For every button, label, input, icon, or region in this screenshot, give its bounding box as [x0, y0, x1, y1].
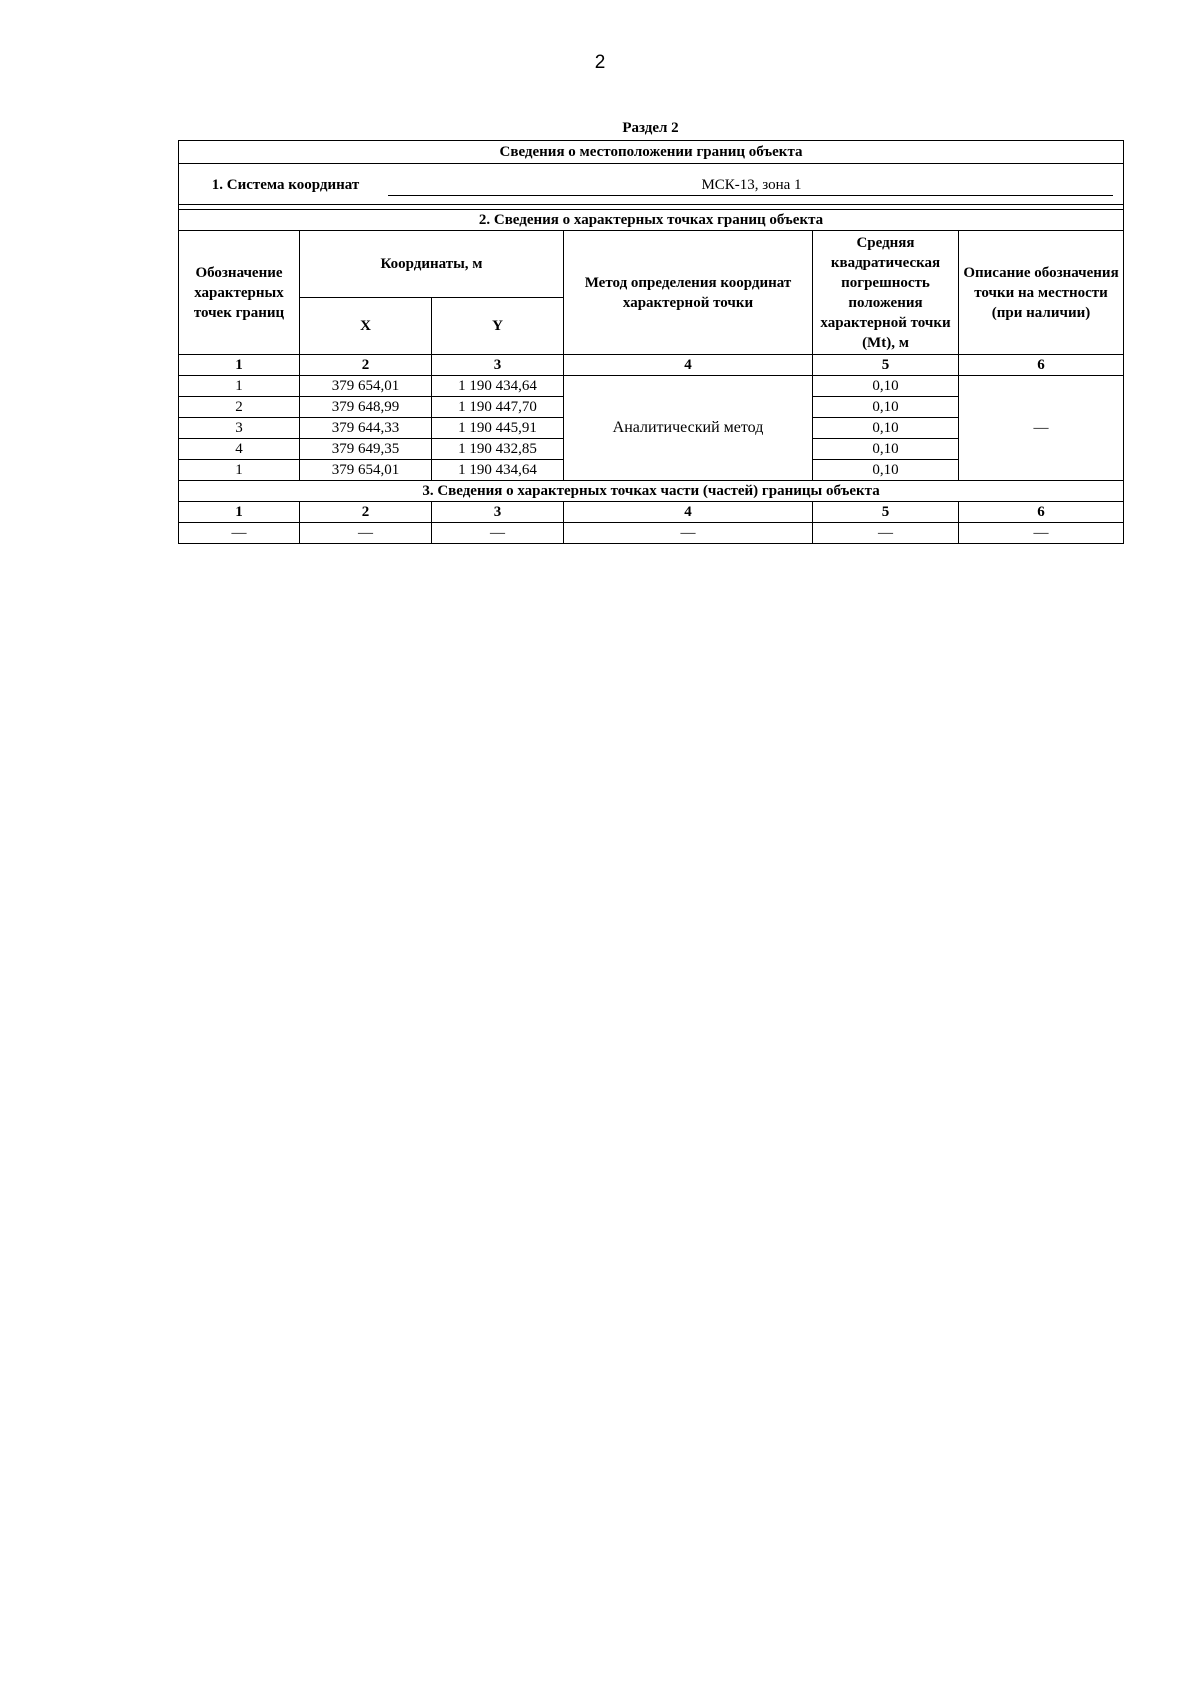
- point-x: 379 654,01: [300, 460, 432, 481]
- point-id: 4: [179, 439, 300, 460]
- dash-cell: —: [959, 523, 1124, 544]
- column-number: 5: [813, 502, 959, 523]
- part3-title: 3. Сведения о характерных точках части (частей) границы объекта: [179, 481, 1124, 502]
- coord-system-cell: [179, 164, 1124, 205]
- point-mt: 0,10: [813, 397, 959, 418]
- column-number-row: [179, 355, 1124, 376]
- table-row: [179, 523, 1124, 544]
- coord-system-value: МСК-13, зона 1: [388, 175, 1113, 196]
- column-number: 1: [179, 502, 300, 523]
- description-cell: —: [959, 376, 1124, 481]
- column-number: 2: [300, 355, 432, 376]
- header-mt-error: Средняя квадратическая погрешность положения характерной точки (Mt), м: [813, 231, 959, 355]
- point-id: 3: [179, 418, 300, 439]
- point-mt: 0,10: [813, 418, 959, 439]
- column-number: 6: [959, 502, 1124, 523]
- dash-cell: —: [564, 523, 813, 544]
- point-y: 1 190 445,91: [432, 418, 564, 439]
- point-y: 1 190 434,64: [432, 376, 564, 397]
- part2-title: 2. Сведения о характерных точках границ объекта: [179, 210, 1124, 231]
- point-mt: 0,10: [813, 460, 959, 481]
- point-mt: 0,10: [813, 439, 959, 460]
- point-y: 1 190 447,70: [432, 397, 564, 418]
- table-title: Сведения о местоположении границ объекта: [179, 141, 1124, 164]
- dash-cell: —: [432, 523, 564, 544]
- section-title: Раздел 2: [622, 120, 679, 136]
- table-row: [179, 376, 1124, 397]
- method-cell: Аналитический метод: [564, 376, 813, 481]
- point-x: 379 648,99: [300, 397, 432, 418]
- header-description: Описание обозначения точки на местности (при наличии): [959, 231, 1124, 355]
- header-x: X: [300, 298, 432, 355]
- column-number: 2: [300, 502, 432, 523]
- point-mt: 0,10: [813, 376, 959, 397]
- header-y: Y: [432, 298, 564, 355]
- dash-cell: —: [813, 523, 959, 544]
- header-coordinates: Координаты, м: [300, 231, 564, 298]
- point-x: 379 649,35: [300, 439, 432, 460]
- point-x: 379 644,33: [300, 418, 432, 439]
- column-number: 5: [813, 355, 959, 376]
- point-id: 1: [179, 376, 300, 397]
- column-number: 4: [564, 355, 813, 376]
- column-number: 3: [432, 355, 564, 376]
- column-number: 3: [432, 502, 564, 523]
- coord-system-label: 1. Система координат: [211, 176, 360, 193]
- dash-cell: —: [179, 523, 300, 544]
- point-y: 1 190 432,85: [432, 439, 564, 460]
- boundary-table: [178, 140, 1124, 544]
- column-number: 4: [564, 502, 813, 523]
- page-number: 2: [594, 52, 606, 73]
- header-method: Метод определения координат характерной точки: [564, 231, 813, 355]
- point-id: 2: [179, 397, 300, 418]
- point-x: 379 654,01: [300, 376, 432, 397]
- column-number: 6: [959, 355, 1124, 376]
- dash-cell: —: [300, 523, 432, 544]
- column-number-row: [179, 502, 1124, 523]
- column-number: 1: [179, 355, 300, 376]
- header-point-designation: Обозначение характерных точек границ: [179, 231, 300, 355]
- point-id: 1: [179, 460, 300, 481]
- point-y: 1 190 434,64: [432, 460, 564, 481]
